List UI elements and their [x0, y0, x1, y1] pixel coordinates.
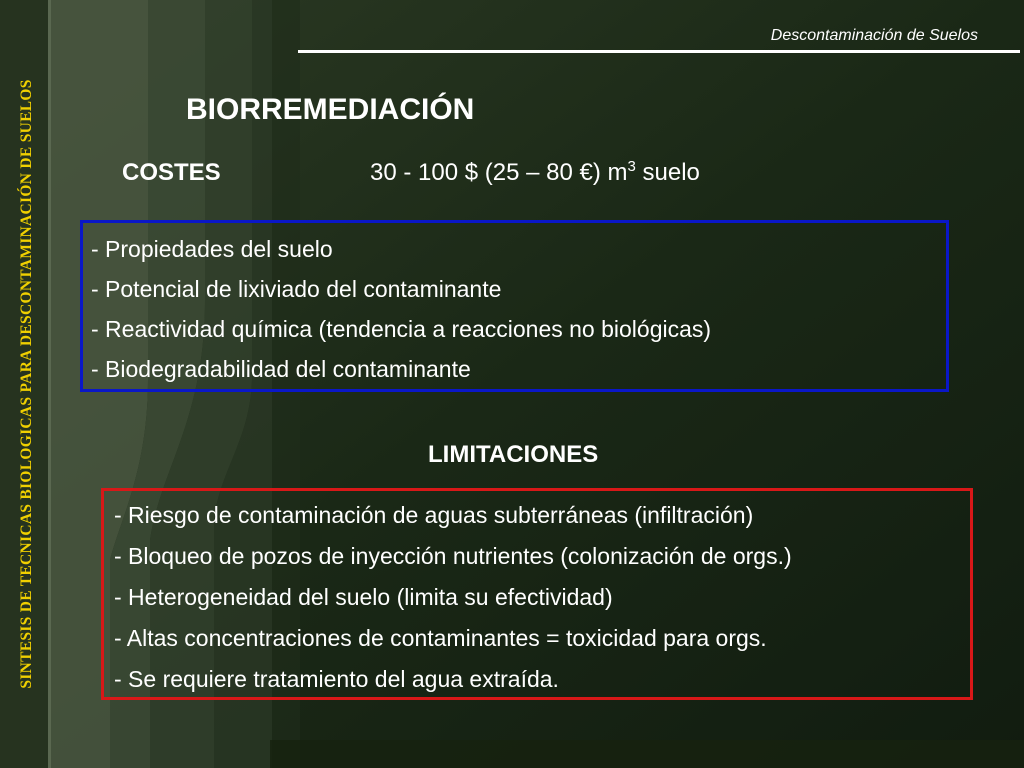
header-subject: Descontaminación de Suelos [770, 27, 978, 44]
factors-list [83, 223, 946, 389]
limitation-item: - Riesgo de contaminación de aguas subterráneas (infiltración) [114, 502, 754, 528]
limitation-item: - Altas concentraciones de contaminantes = toxicidad para orgs. [114, 625, 767, 651]
slide-title: BIORREMEDIACIÓN [186, 93, 475, 126]
costs-value [370, 159, 700, 187]
factor-item: - Reactividad química (tendencia a reacciones no biológicas) [91, 316, 712, 342]
limitations-box [101, 488, 973, 700]
limitation-item: - Bloqueo de pozos de inyección nutrientes (colonización de orgs.) [114, 543, 792, 569]
vertical-side-title: SINTESIS DE TECNICAS BIOLOGICAS PARA DESCONTAMINACIÓN DE SUELOS [18, 79, 35, 689]
costs-value-exponent: 3 [627, 158, 636, 175]
header-divider [298, 50, 1020, 53]
limitations-heading: LIMITACIONES [428, 441, 599, 468]
costs-label: COSTES [122, 159, 221, 186]
factor-item: - Propiedades del suelo [91, 236, 333, 262]
limitation-item: - Heterogeneidad del suelo (limita su efectividad) [114, 584, 613, 610]
factor-item: - Biodegradabilidad del contaminante [91, 356, 471, 382]
costs-value-unit: suelo [635, 159, 700, 186]
limitations-list [104, 491, 970, 700]
costs-value-main: 30 - 100 $ (25 – 80 €) m [370, 159, 628, 186]
limitation-item: - Se requiere tratamiento del agua extraída. [114, 666, 559, 692]
factors-box [80, 220, 949, 392]
factor-item: - Potencial de lixiviado del contaminante [91, 276, 502, 302]
